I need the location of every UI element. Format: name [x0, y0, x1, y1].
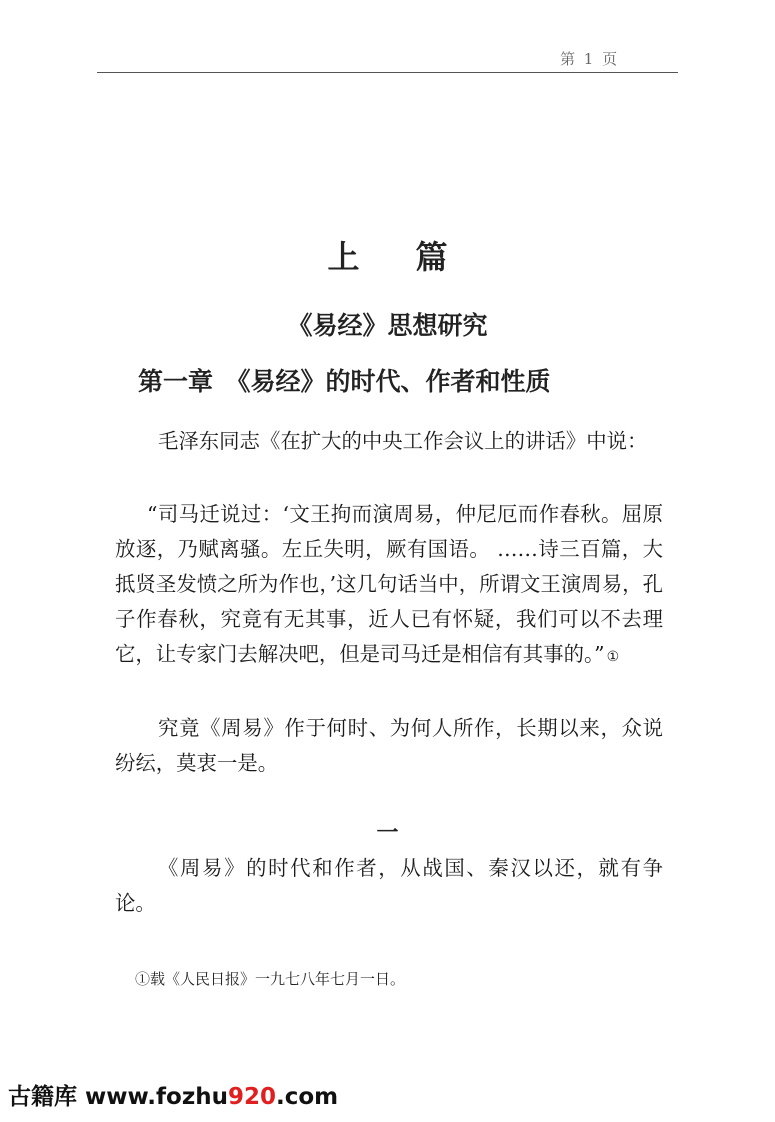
- watermark-url-number: 920: [227, 1084, 276, 1110]
- paragraph-quote-text: “司马迁说过：‘文王拘而演周易，仲尼厄而作春秋。屈原放逐，乃赋离骚。左丘失明，厥有国语。 ……诗三百篇，大抵贤圣发愤之所为作也，’这几句话当中，所谓文王演周易，孔子作春秋，究竟有无其事，近人已有怀疑，我们可以不去理它，让专家门去解决吧，但是司马迁是相信有其事的。”: [115, 502, 663, 666]
- header-rule: [97, 72, 678, 73]
- paragraph-question: [115, 711, 663, 781]
- part-title: 上篇: [327, 238, 504, 276]
- section-title: 《易经》思想研究: [287, 311, 488, 340]
- site-watermark: [8, 1078, 338, 1111]
- paragraph-dating-text: 《周易》的时代和作者，从战国、秦汉以还，就有争论。: [115, 856, 663, 915]
- paragraph-quote-body: [115, 497, 663, 675]
- footnote: ①载《人民日报》一九七八年七月一日。: [135, 970, 406, 988]
- paragraph-question-text: 究竟《周易》作于何时、为何人所作，长期以来，众说纷纭，莫衷一是。: [115, 716, 663, 775]
- footnote-reference-mark: ①: [606, 649, 620, 665]
- paragraph-intro: [115, 424, 663, 459]
- watermark-url-prefix: www.fozhu: [85, 1084, 228, 1110]
- paragraph-dating: [115, 851, 663, 921]
- watermark-url-suffix: .com: [275, 1084, 339, 1110]
- paragraph-quote: [115, 497, 663, 675]
- subsection-number: 一: [376, 821, 399, 846]
- paragraph-intro-text: 毛泽东同志《在扩大的中央工作会议上的讲话》中说：: [158, 429, 648, 453]
- chapter-title: 第一章 《易经》的时代、作者和性质: [138, 367, 551, 396]
- page-number-header: 第 1 页: [560, 50, 620, 68]
- watermark-site-name: 古籍库: [8, 1084, 77, 1110]
